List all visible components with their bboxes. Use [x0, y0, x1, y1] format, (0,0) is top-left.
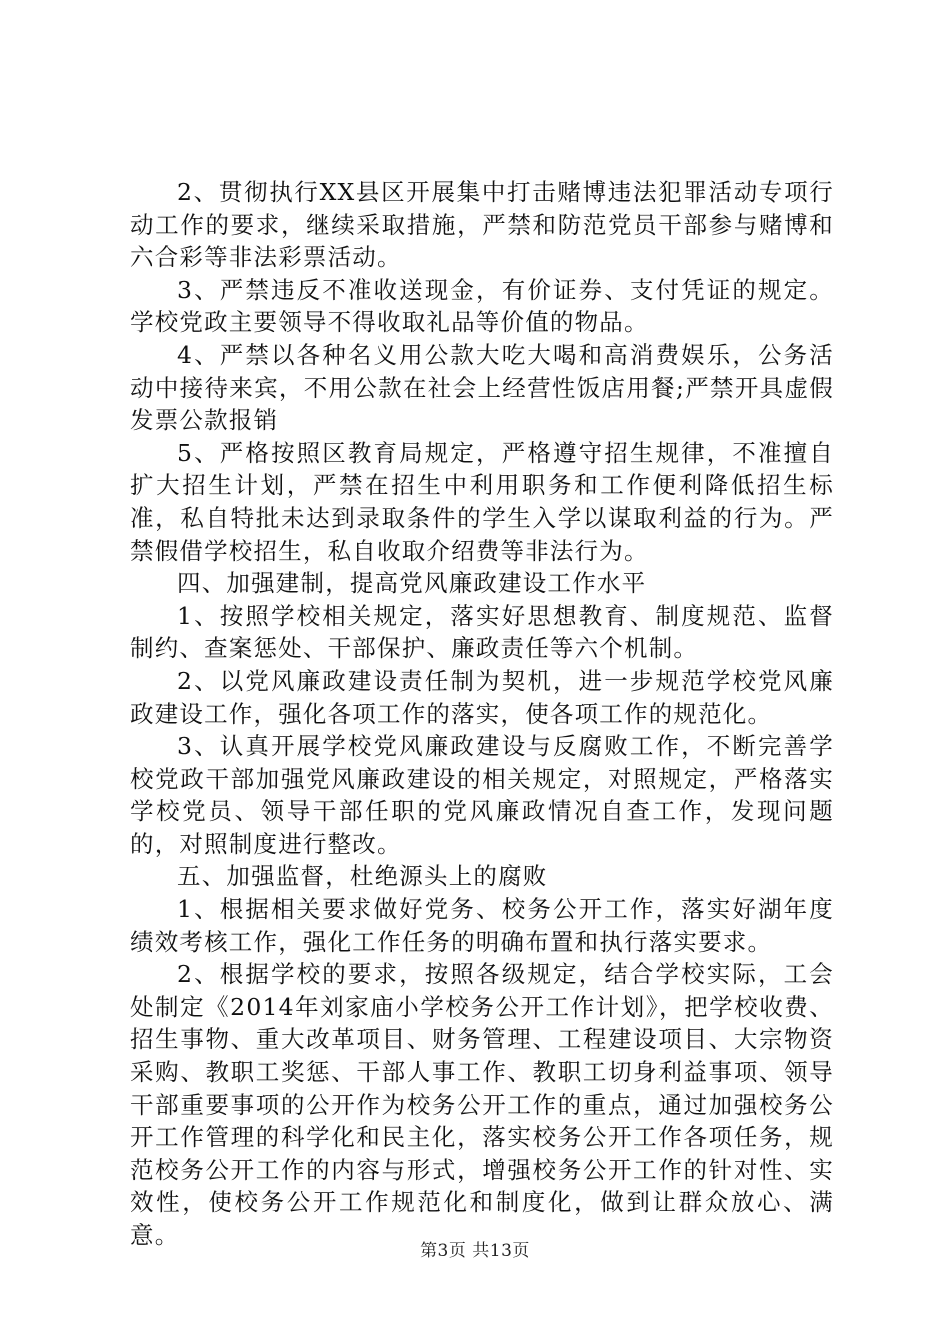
page-number-footer: 第3页 共13页 [420, 1241, 530, 1261]
section-heading: 五、加强监督，杜绝源头上的腐败 [177, 862, 548, 891]
section-heading: 四、加强建制，提高党风廉政建设工作水平 [177, 569, 647, 598]
paragraph: 3、认真开展学校党风廉政建设与反腐败工作，不断完善学校党政干部加强党风廉政建设的相关规定，对照规定，严格落实学校党员、领导干部任职的党风廉政情况自查工作，发现问题的，对照制度进行整改。 [130, 732, 834, 858]
paragraph: 1、按照学校相关规定，落实好思想教育、制度规范、监督制约、查案惩处、干部保护、廉政责任等六个机制。 [130, 601, 834, 663]
paragraph: 1、根据相关要求做好党务、校务公开工作，落实好湖年度绩效考核工作，强化工作任务的明确布置和执行落实要求。 [130, 895, 834, 956]
paragraph: 2、以党风廉政建设责任制为契机，进一步规范学校党风廉政建设工作，强化各项工作的落实，使各项工作的规范化。 [130, 666, 834, 728]
paragraph: 5、严格按照区教育局规定，严格遵守招生规律，不准擅自扩大招生计划，严禁在招生中利用职务和工作便利降低招生标准，私自特批未达到录取条件的学生入学以谋取利益的行为。严禁假借学校招生，私自收取介绍费等非法行为。 [130, 438, 834, 565]
paragraph: 2、贯彻执行XX县区开展集中打击赌博违法犯罪活动专项行动工作的要求，继续采取措施，严禁和防范党员干部参与赌博和六合彩等非法彩票活动。 [130, 178, 834, 272]
paragraph: 3、严禁违反不准收送现金，有价证券、支付凭证的规定。学校党政主要领导不得收取礼品等价值的物品。 [130, 275, 834, 337]
paragraph: 4、严禁以各种名义用公款大吃大喝和高消费娱乐，公务活动中接待来宾，不用公款在社会上经营性饭店用餐;严禁开具虚假发票公款报销 [130, 340, 834, 435]
paragraph: 2、根据学校的要求，按照各级规定，结合学校实际，工会处制定《2014年刘家庙小学校务公开工作计划》，把学校收费、招生事物、重大改革项目、财务管理、工程建设项目、大宗物资采购、教职工奖惩、干部人事工作、教职工切身利益事项、领导干部重要事项的公开作为校务公开工作的重点，通过加强校务公开工作管理的科学化和民主化，落实校务公开工作各项任务，规范校务公开工作的内容与形式，增强校务公开工作的针对性、实效性，使校务公开工作规范化和制度化，做到让群众放心、满意。 [130, 960, 834, 1249]
document-body [130, 176, 834, 1252]
